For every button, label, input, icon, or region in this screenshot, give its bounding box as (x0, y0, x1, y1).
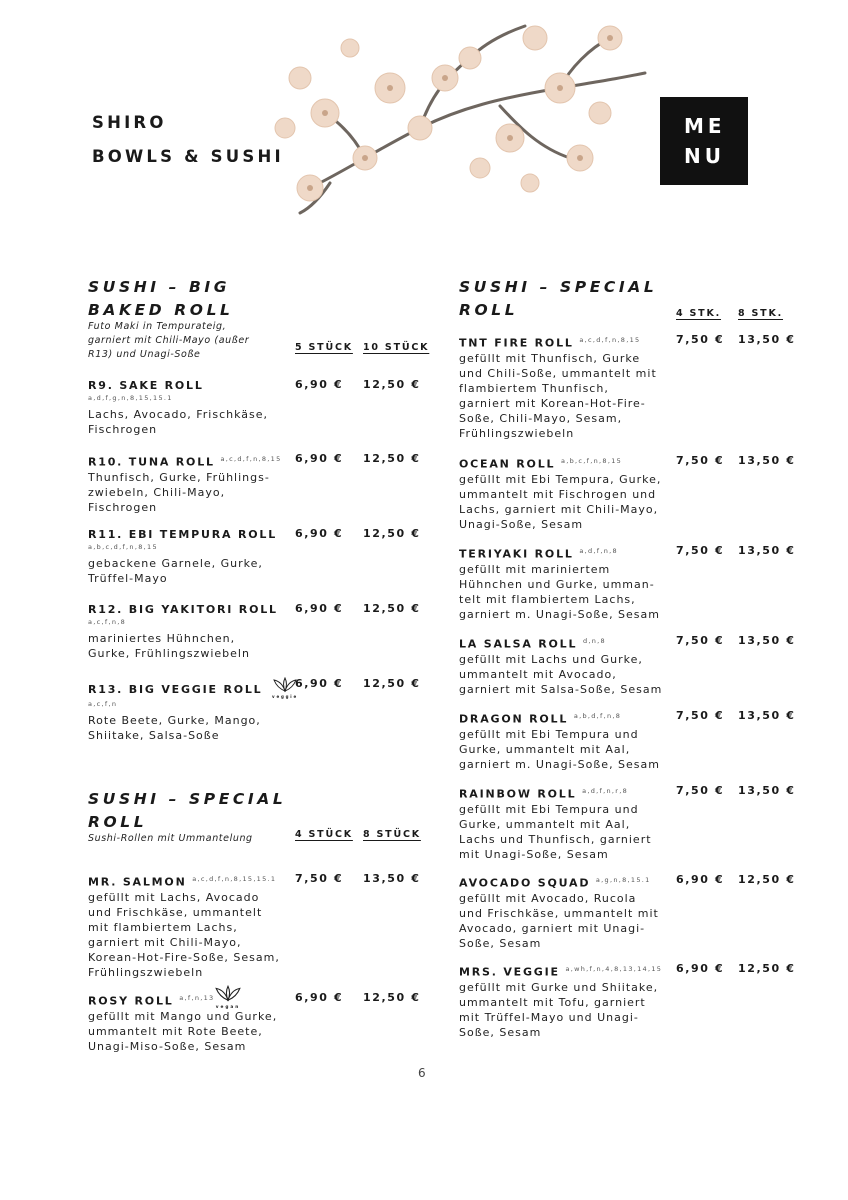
section-subtitle-special-left: Sushi-Rollen mit Ummantelung (88, 833, 253, 844)
desc-line: Lachs, Avocado, Frischkäse, (88, 408, 268, 421)
desc-line: Hühnchen und Gurke, umman- (459, 577, 655, 591)
item-allergens: a,c,f,n (88, 700, 118, 708)
desc-line: mariniertes Hühnchen, (88, 632, 236, 645)
price-5: 6,90 € (295, 602, 344, 615)
desc-line: Gurke, Frühlingszwiebeln (88, 647, 250, 660)
desc-line: gefüllt mit mariniertem (459, 562, 611, 576)
item-name-text: R10. TUNA ROLL (88, 455, 215, 469)
section-title-line: SUSHI – BIG (88, 278, 231, 296)
menu-line-1: ME (684, 114, 726, 138)
price-8: 13,50 € (738, 454, 796, 467)
price-4: 7,50 € (676, 544, 725, 557)
section-title-line: ROLL (459, 301, 519, 319)
price-5: 6,90 € (295, 677, 344, 690)
desc-line: garniert mit Korean-Hot-Fire- (459, 396, 646, 410)
vegan-badge-text: vegan (215, 1004, 241, 1009)
price-8: 13,50 € (738, 634, 796, 647)
item-allergens: a,f,n,13 (179, 994, 215, 1002)
cherry-blossom-branch-icon (270, 18, 650, 218)
desc-line: Thunfisch, Gurke, Frühlings- (88, 470, 270, 484)
item-allergens: d,n,8 (582, 637, 606, 645)
item-description (88, 470, 448, 515)
item-allergens: a,b,c,d,f,n,8,15 (88, 543, 158, 551)
item-name-text: RAINBOW ROLL (459, 787, 577, 801)
price-4: 7,50 € (676, 454, 725, 467)
price-4: 7,50 € (295, 872, 344, 885)
subtitle-line: Futo Maki in Tempurateig, (88, 321, 227, 332)
desc-line: gefüllt mit Ebi Tempura, Gurke, (459, 472, 662, 486)
desc-line: gefüllt mit Lachs, Avocado (88, 890, 260, 904)
section-title-line: SUSHI – SPECIAL (88, 790, 287, 808)
item-name-text: OCEAN ROLL (459, 457, 556, 471)
price-5: 6,90 € (295, 527, 344, 540)
desc-line: Unagi-Soße, Sesam (459, 517, 584, 531)
item-allergens: a,b,c,f,n,8,15 (560, 457, 623, 465)
item-description (459, 891, 819, 951)
item-name-text: MRS. VEGGIE (459, 965, 560, 979)
desc-line: telt mit flambiertem Lachs, (459, 592, 636, 606)
desc-line: und Chili-Soße, ummantelt mit (459, 366, 657, 380)
desc-line: garniert m. Unagi-Soße, Sesam (459, 757, 660, 771)
desc-line: Fischrogen (88, 423, 158, 436)
item-name-text: MR. SALMON (88, 875, 187, 889)
desc-line: Gurke, ummantelt mit Aal, (459, 742, 631, 756)
item-name-text: R13. BIG VEGGIE ROLL (88, 683, 263, 696)
page-number: 6 (418, 1066, 426, 1080)
price-10: 12,50 € (363, 527, 421, 540)
item-name-text: TERIYAKI ROLL (459, 547, 574, 561)
desc-line: ummantelt mit Fischrogen und (459, 487, 657, 501)
price-4: 7,50 € (676, 709, 725, 722)
item-description (459, 652, 819, 697)
item-allergens: a,c,d,f,n,8,15 (220, 455, 282, 463)
price-10: 12,50 € (363, 378, 421, 391)
section-title-line: ROLL (88, 813, 148, 831)
price-8: 13,50 € (738, 333, 796, 346)
item-allergens: a,d,f,n,8 (579, 547, 618, 555)
item-allergens: a,c,d,f,n,8,15 (579, 336, 641, 344)
desc-line: mit flambiertem Lachs, (88, 920, 238, 934)
item-description (88, 713, 448, 743)
section-title-special-left (88, 788, 286, 834)
desc-line: zwiebeln, Chili-Mayo, (88, 485, 226, 499)
price-4: 6,90 € (676, 962, 725, 975)
price-5: 6,90 € (295, 378, 344, 391)
price-5: 6,90 € (295, 452, 344, 465)
item-name-text: LA SALSA ROLL (459, 637, 578, 651)
desc-line: Soße, Sesam (459, 1025, 542, 1039)
desc-line: gefüllt mit Mango und Gurke, (88, 1009, 278, 1023)
item-description (88, 1009, 448, 1054)
column-header-4-stueck: 4 STÜCK (295, 829, 353, 840)
item-allergens: a,c,f,n,8 (88, 618, 127, 626)
desc-line: gefüllt mit Ebi Tempura und (459, 802, 639, 816)
item-name: R9. SAKE ROLL (88, 379, 204, 392)
desc-line: Frühlingszwiebeln (459, 426, 575, 440)
desc-line: Lachs, garniert mit Chili-Mayo, (459, 502, 659, 516)
desc-line: Gurke, ummantelt mit Aal, (459, 817, 631, 831)
price-10: 12,50 € (363, 677, 421, 690)
price-4: 6,90 € (295, 991, 344, 1004)
item-name-text: ROSY ROLL (88, 994, 174, 1008)
desc-line: Rote Beete, Gurke, Mango, (88, 714, 261, 727)
desc-line: ummantelt mit Avocado, (459, 667, 617, 681)
price-8: 13,50 € (738, 784, 796, 797)
desc-line: Trüffel-Mayo (88, 572, 168, 585)
price-8: 12,50 € (363, 991, 421, 1004)
item-description (459, 472, 819, 532)
section-subtitle-big-baked (88, 320, 249, 362)
desc-line: Korean-Hot-Fire-Soße, Sesam, (88, 950, 280, 964)
desc-line: Fischrogen (88, 500, 158, 514)
column-header-8-stk: 8 STK. (738, 308, 784, 319)
price-10: 12,50 € (363, 452, 421, 465)
desc-line: gefüllt mit Avocado, Rucola (459, 891, 637, 905)
item-allergens: a,d,f,n,r,8 (582, 787, 629, 795)
item-description (88, 407, 448, 437)
item-description (459, 802, 819, 862)
price-4: 7,50 € (676, 784, 725, 797)
column-header-8-stueck: 8 STÜCK (363, 829, 421, 840)
section-title-line: BAKED ROLL (88, 301, 234, 319)
item-description (88, 890, 448, 980)
price-4: 7,50 € (676, 333, 725, 346)
desc-line: mit Unagi-Soße, Sesam (459, 847, 609, 861)
section-title-special-right (459, 276, 657, 322)
brand-title (92, 106, 284, 174)
desc-line: gefüllt mit Thunfisch, Gurke (459, 351, 641, 365)
item-description (459, 562, 819, 622)
section-title-line: SUSHI – SPECIAL (459, 278, 658, 296)
desc-line: gebackene Garnele, Gurke, (88, 557, 263, 570)
price-8: 13,50 € (738, 544, 796, 557)
column-header-10-stueck: 10 STÜCK (363, 342, 430, 353)
desc-line: Shiitake, Salsa-Soße (88, 729, 220, 742)
desc-line: Soße, Sesam (459, 936, 542, 950)
item-allergens: a,c,d,f,n,8,15,15.1 (192, 875, 277, 883)
column-header-4-stk: 4 STK. (676, 308, 722, 319)
desc-line: ummantelt mit Tofu, garniert (459, 995, 646, 1009)
desc-line: flambiertem Thunfisch, (459, 381, 609, 395)
section-title-big-baked (88, 276, 234, 322)
item-allergens: a,g,n,8,15.1 (595, 876, 651, 884)
desc-line: und Frischkäse, ummantelt mit (459, 906, 659, 920)
item-description (459, 980, 819, 1040)
desc-line: gefüllt mit Lachs und Gurke, (459, 652, 643, 666)
item-allergens: a,d,f,g,n,8,15,15.1 (88, 394, 173, 402)
item-allergens: a,b,d,f,n,8 (573, 712, 622, 720)
item-name: R12. BIG YAKITORI ROLL (88, 603, 278, 616)
desc-line: garniert m. Unagi-Soße, Sesam (459, 607, 660, 621)
item-name-text: TNT FIRE ROLL (459, 336, 574, 350)
veggie-badge-text: veggie (272, 694, 299, 699)
subtitle-line: garniert mit Chili-Mayo (außer (88, 335, 250, 346)
menu-line-2: NU (684, 144, 725, 168)
desc-line: gefüllt mit Ebi Tempura und (459, 727, 639, 741)
price-8: 13,50 € (738, 709, 796, 722)
desc-line: und Frischkäse, ummantelt (88, 905, 263, 919)
brand-line-1: SHIRO (92, 113, 167, 132)
item-description (88, 556, 448, 586)
item-name-text: DRAGON ROLL (459, 712, 569, 726)
column-header-5-stueck: 5 STÜCK (295, 342, 353, 353)
vegan-leaf-icon (214, 985, 242, 1013)
price-4: 7,50 € (676, 634, 725, 647)
desc-line: gefüllt mit Gurke und Shiitake, (459, 980, 659, 994)
item-description (88, 631, 448, 661)
subtitle-line: R13) und Unagi-Soße (88, 349, 201, 360)
desc-line: Soße, Chili-Mayo, Sesam, (459, 411, 623, 425)
item-name-text: AVOCADO SQUAD (459, 876, 591, 890)
price-8: 12,50 € (738, 873, 796, 886)
desc-line: ummantelt mit Rote Beete, (88, 1024, 263, 1038)
item-description (459, 727, 819, 772)
menu-label-box (660, 97, 748, 185)
desc-line: Unagi-Miso-Soße, Sesam (88, 1039, 247, 1053)
menu-item-tnt-fire-roll (459, 333, 819, 441)
price-10: 12,50 € (363, 602, 421, 615)
desc-line: Lachs und Thunfisch, garniert (459, 832, 652, 846)
desc-line: mit Trüffel-Mayo und Unagi- (459, 1010, 639, 1024)
desc-line: Avocado, garniert mit Unagi- (459, 921, 646, 935)
desc-line: garniert mit Chili-Mayo, (88, 935, 242, 949)
price-8: 13,50 € (363, 872, 421, 885)
item-allergens: a,wh,f,n,4,8,13,14,15 (565, 965, 663, 973)
price-4: 6,90 € (676, 873, 725, 886)
price-8: 12,50 € (738, 962, 796, 975)
menu-item-mr-salmon (88, 872, 448, 980)
item-description (459, 351, 819, 441)
desc-line: garniert mit Salsa-Soße, Sesam (459, 682, 663, 696)
item-name: R11. EBI TEMPURA ROLL (88, 528, 278, 541)
brand-line-2: BOWLS & SUSHI (92, 147, 284, 166)
desc-line: Frühlingszwiebeln (88, 965, 204, 979)
